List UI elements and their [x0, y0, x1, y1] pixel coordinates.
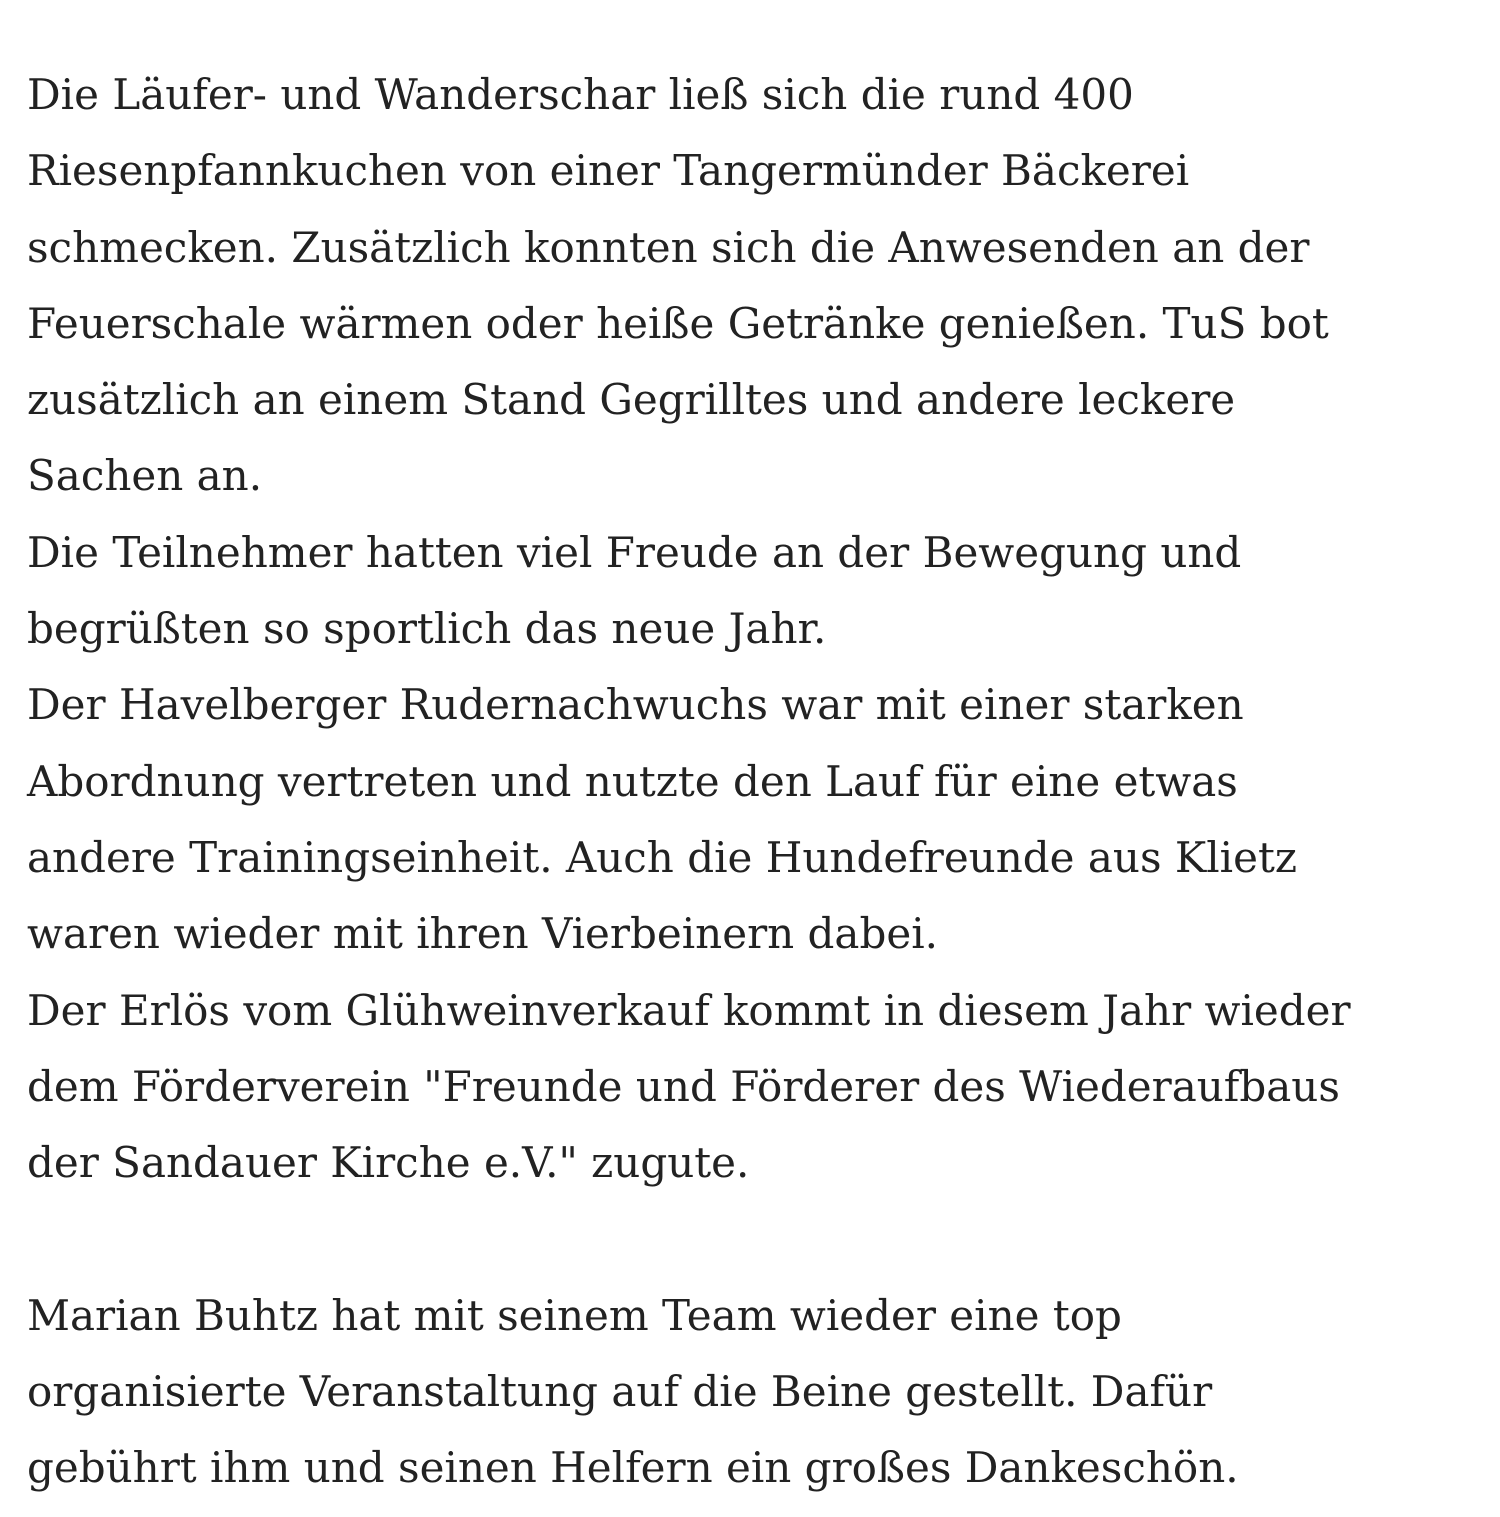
- text-line: waren wieder mit ihren Vierbeinern dabei.: [27, 909, 938, 959]
- paragraph-participants: [27, 515, 1487, 668]
- text-line: Der Havelberger Rudernachwuchs war mit einer starken: [27, 680, 1244, 730]
- text-line: andere Trainingseinheit. Auch die Hundefreunde aus Klietz: [27, 832, 1297, 882]
- text-line: schmecken. Zusätzlich konnten sich die Anwesenden an der: [27, 222, 1310, 272]
- paragraph-gap: [27, 1201, 1487, 1277]
- text-line: Sachen an.: [27, 451, 263, 501]
- text-line: der Sandauer Kirche e.V." zugute.: [27, 1138, 750, 1188]
- text-line: begrüßten so sportlich das neue Jahr.: [27, 604, 827, 654]
- paragraph-rowing: [27, 667, 1487, 972]
- paragraph-thanks: [27, 1278, 1487, 1507]
- text-line: zusätzlich an einem Stand Gegrilltes und andere leckere: [27, 375, 1236, 425]
- paragraph-pancakes: [27, 57, 1487, 515]
- text-line: Der Erlös vom Glühweinverkauf kommt in diesem Jahr wieder: [27, 985, 1351, 1035]
- article-body: [27, 57, 1487, 1507]
- text-line: organisierte Veranstaltung auf die Beine gestellt. Dafür: [27, 1367, 1213, 1417]
- text-line: Marian Buhtz hat mit seinem Team wieder eine top: [27, 1290, 1122, 1340]
- text-line: dem Förderverein "Freunde und Förderer des Wiederaufbaus: [27, 1061, 1340, 1111]
- text-line: Die Teilnehmer hatten viel Freude an der Bewegung und: [27, 527, 1242, 577]
- text-line: Riesenpfannkuchen von einer Tangermünder Bäckerei: [27, 146, 1190, 196]
- text-line: Die Läufer- und Wanderschar ließ sich die rund 400: [27, 70, 1134, 119]
- text-line: Feuerschale wärmen oder heiße Getränke genießen. TuS bot: [27, 298, 1329, 348]
- text-line: Abordnung vertreten und nutzte den Lauf für eine etwas: [27, 756, 1238, 806]
- paragraph-proceeds: [27, 973, 1487, 1202]
- text-line: gebührt ihm und seinen Helfern ein großes Dankeschön.: [27, 1443, 1239, 1493]
